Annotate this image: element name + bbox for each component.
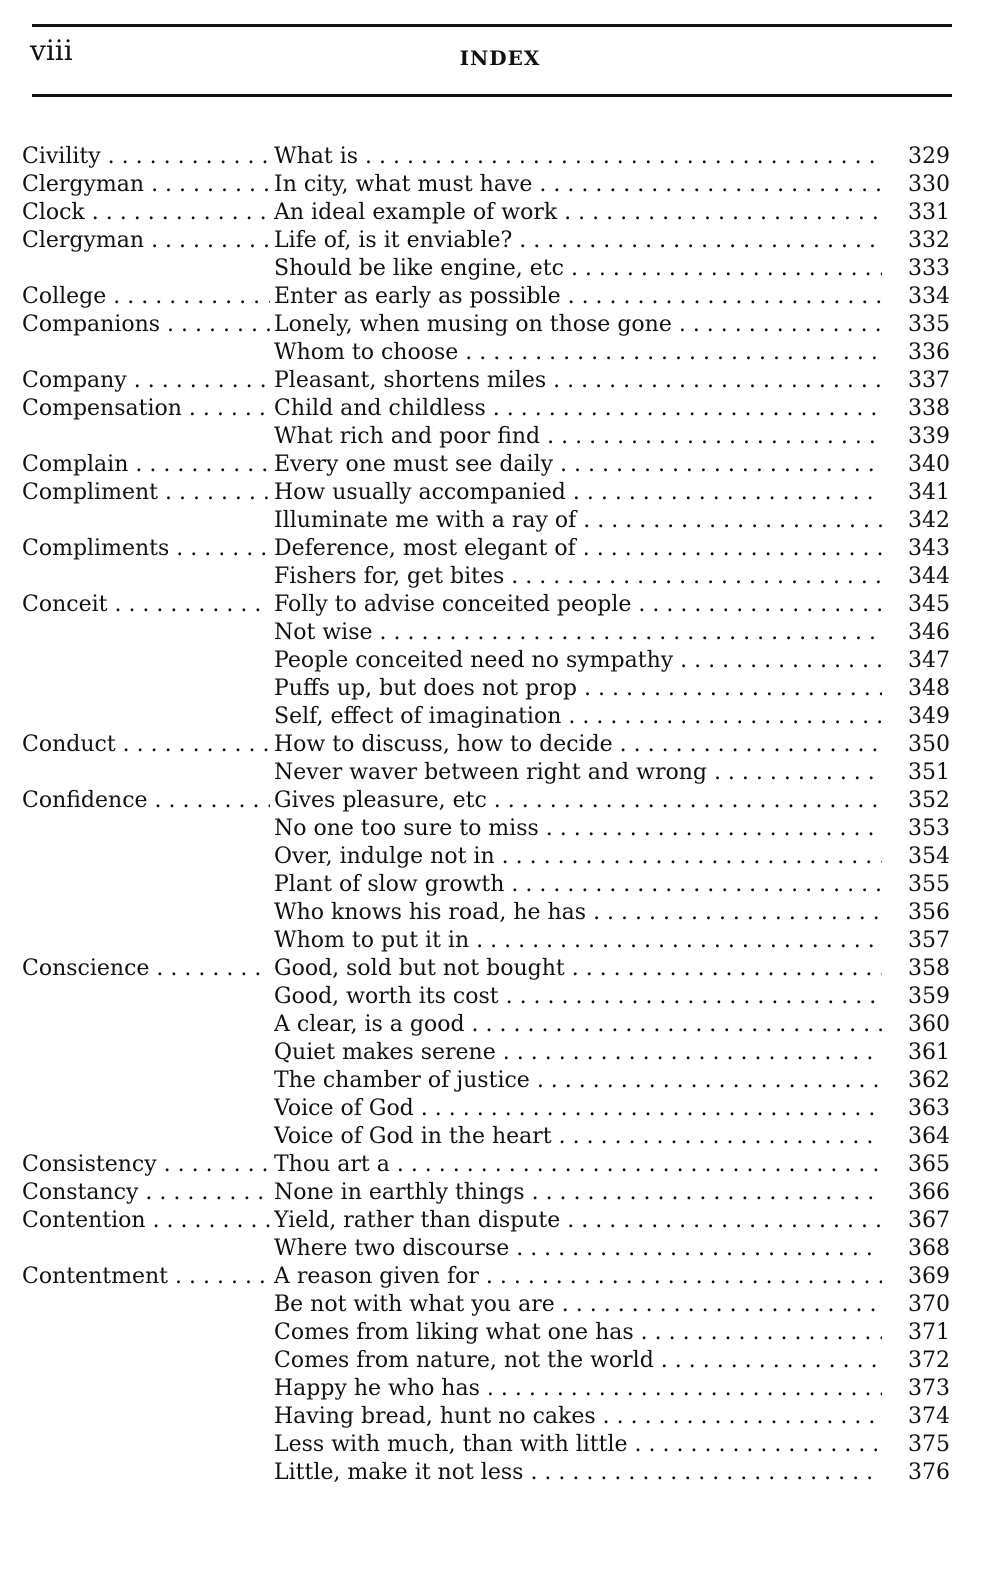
index-description: Whom to put it in . . .	[274, 927, 882, 955]
index-page-number: 346	[908, 620, 950, 645]
index-entry	[22, 899, 950, 927]
index-description: Less with much, than with little . . .	[274, 1431, 882, 1459]
index-description: Folly to advise conceited people . . .	[274, 591, 882, 619]
index-entry	[22, 423, 950, 451]
index-page-number: 365	[908, 1152, 950, 1177]
index-page-number: 370	[908, 1292, 950, 1317]
index-entry	[22, 1319, 950, 1347]
index-term: Conscience . . .	[22, 955, 270, 983]
index-page-number: 358	[908, 956, 950, 981]
index-term: Contention . . .	[22, 1207, 270, 1235]
index-entry	[22, 1375, 950, 1403]
index-entry	[22, 619, 950, 647]
index-page-number: 366	[908, 1180, 950, 1205]
index-page-number: 347	[908, 648, 950, 673]
index-entry	[22, 1011, 950, 1039]
index-description: Voice of God in the heart . . .	[274, 1123, 882, 1151]
index-description: Self, effect of imagination . . .	[274, 703, 882, 731]
index-entry	[22, 815, 950, 843]
index-entry	[22, 703, 950, 731]
index-entry	[22, 395, 950, 423]
index-page-number: 348	[908, 676, 950, 701]
index-page-number: 373	[908, 1376, 950, 1401]
index-term: Conceit . . .	[22, 591, 270, 619]
index-description: Gives pleasure, etc . . .	[274, 787, 882, 815]
index-page-number: 342	[908, 508, 950, 533]
index-entry	[22, 451, 950, 479]
index-entry	[22, 1459, 950, 1487]
index-page-number: 360	[908, 1012, 950, 1037]
index-description: Voice of God . . .	[274, 1095, 882, 1123]
index-description: Plant of slow growth . . .	[274, 871, 882, 899]
index-description: Illuminate me with a ray of . . .	[274, 507, 882, 535]
index-entry	[22, 311, 950, 339]
index-entry	[22, 507, 950, 535]
index-entry	[22, 283, 950, 311]
index-entry	[22, 731, 950, 759]
index-description: Who knows his road, he has . . .	[274, 899, 882, 927]
index-page-number: 364	[908, 1124, 950, 1149]
index-page-number: 374	[908, 1404, 950, 1429]
index-entry	[22, 675, 950, 703]
index-page-number: 345	[908, 592, 950, 617]
index-entry	[22, 199, 950, 227]
index-term: Companions . . .	[22, 311, 270, 339]
index-page-number: 362	[908, 1068, 950, 1093]
index-description: Good, sold but not bought . . .	[274, 955, 882, 983]
index-entry	[22, 983, 950, 1011]
index-description: Every one must see daily . . .	[274, 451, 882, 479]
index-page-number: 354	[908, 844, 950, 869]
index-description: Having bread, hunt no cakes . . .	[274, 1403, 882, 1431]
index-entry	[22, 227, 950, 255]
index-description: In city, what must have . . .	[274, 171, 882, 199]
index-entry	[22, 255, 950, 283]
index-page-number: 357	[908, 928, 950, 953]
index-page-number: 351	[908, 760, 950, 785]
index-description: Deference, most elegant of . . .	[274, 535, 882, 563]
index-page-number: 371	[908, 1320, 950, 1345]
index-entry	[22, 759, 950, 787]
index-description: The chamber of justice . . .	[274, 1067, 882, 1095]
index-description: No one too sure to miss . . .	[274, 815, 882, 843]
index-description: Enter as early as possible . . .	[274, 283, 882, 311]
index-page-number: 336	[908, 340, 950, 365]
index-page-number: 356	[908, 900, 950, 925]
index-page-number: 355	[908, 872, 950, 897]
index-description: Good, worth its cost . . .	[274, 983, 882, 1011]
index-entry	[22, 535, 950, 563]
index-description: Never waver between right and wrong . . .	[274, 759, 882, 787]
index-entry	[22, 143, 950, 171]
index-entry	[22, 367, 950, 395]
index-description: None in earthly things . . .	[274, 1179, 882, 1207]
index-term: Compensation . . .	[22, 395, 270, 423]
index-term: Contentment . . .	[22, 1263, 270, 1291]
index-entry	[22, 1067, 950, 1095]
index-page-number: 337	[908, 368, 950, 393]
index-entry	[22, 955, 950, 983]
index-entry	[22, 563, 950, 591]
index-page-number: 329	[908, 144, 950, 169]
index-entry	[22, 1403, 950, 1431]
index-description: Yield, rather than dispute . . .	[274, 1207, 882, 1235]
index-term: Conduct . . .	[22, 731, 270, 759]
index-entry	[22, 787, 950, 815]
index-description: What rich and poor find . . .	[274, 423, 882, 451]
index-description: Child and childless . . .	[274, 395, 882, 423]
index-description: Puffs up, but does not prop . . .	[274, 675, 882, 703]
index-entry	[22, 927, 950, 955]
index-entry	[22, 871, 950, 899]
index-entry	[22, 1151, 950, 1179]
index-description: Happy he who has . . .	[274, 1375, 882, 1403]
header-rule-top	[32, 24, 952, 27]
index-page-number: 368	[908, 1236, 950, 1261]
index-description: Fishers for, get bites . . .	[274, 563, 882, 591]
index-page-number: 352	[908, 788, 950, 813]
index-page-number: 361	[908, 1040, 950, 1065]
index-page-number: 369	[908, 1264, 950, 1289]
index-term: Clock . . .	[22, 199, 270, 227]
index-description: A clear, is a good . . .	[274, 1011, 882, 1039]
index-description: Little, make it not less . . .	[274, 1459, 882, 1487]
index-description: Pleasant, shortens miles . . .	[274, 367, 882, 395]
index-description: What is . . .	[274, 143, 882, 171]
index-description: Life of, is it enviable? . . .	[274, 227, 882, 255]
index-term: Confidence . . .	[22, 787, 270, 815]
page-number: viii	[30, 34, 73, 67]
index-entry	[22, 171, 950, 199]
header-rule-bottom	[32, 94, 952, 97]
index-page-number: 332	[908, 228, 950, 253]
index-description: How usually accompanied . . .	[274, 479, 882, 507]
index-description: An ideal example of work . . .	[274, 199, 882, 227]
index-entry	[22, 1039, 950, 1067]
index-list	[22, 143, 950, 1487]
index-entry	[22, 1291, 950, 1319]
index-entry	[22, 1347, 950, 1375]
index-description: Comes from liking what one has . . .	[274, 1319, 882, 1347]
index-entry	[22, 843, 950, 871]
index-page-number: 359	[908, 984, 950, 1009]
index-page-number: 375	[908, 1432, 950, 1457]
index-description: Lonely, when musing on those gone . . .	[274, 311, 882, 339]
index-page-number: 331	[908, 200, 950, 225]
index-description: Over, indulge not in . . .	[274, 843, 882, 871]
index-entry	[22, 1431, 950, 1459]
index-page-number: 363	[908, 1096, 950, 1121]
index-page-number: 333	[908, 256, 950, 281]
index-term: Compliments . . .	[22, 535, 270, 563]
index-description: Comes from nature, not the world . . .	[274, 1347, 882, 1375]
index-description: Not wise . . .	[274, 619, 882, 647]
index-entry	[22, 1207, 950, 1235]
index-term: College . . .	[22, 283, 270, 311]
index-entry	[22, 1179, 950, 1207]
index-description: Quiet makes serene . . .	[274, 1039, 882, 1067]
index-term: Constancy . . .	[22, 1179, 270, 1207]
index-description: People conceited need no sympathy . . .	[274, 647, 882, 675]
index-description: Thou art a . . .	[274, 1151, 882, 1179]
index-term: Company . . .	[22, 367, 270, 395]
index-entry	[22, 1263, 950, 1291]
index-page-number: 350	[908, 732, 950, 757]
index-term: Clergyman . . .	[22, 171, 270, 199]
index-description: How to discuss, how to decide . . .	[274, 731, 882, 759]
index-entry	[22, 591, 950, 619]
index-term: Complain . . .	[22, 451, 270, 479]
index-page-number: 335	[908, 312, 950, 337]
index-page-number: 338	[908, 396, 950, 421]
index-page-number: 340	[908, 452, 950, 477]
index-term: Compliment . . .	[22, 479, 270, 507]
index-entry	[22, 1095, 950, 1123]
index-page-number: 344	[908, 564, 950, 589]
index-entry	[22, 1235, 950, 1263]
index-entry	[22, 479, 950, 507]
index-page-number: 349	[908, 704, 950, 729]
index-page-number: 330	[908, 172, 950, 197]
index-page-number: 339	[908, 424, 950, 449]
index-page-number: 334	[908, 284, 950, 309]
index-entry	[22, 647, 950, 675]
index-page-number: 353	[908, 816, 950, 841]
index-page-number: 343	[908, 536, 950, 561]
index-entry	[22, 1123, 950, 1151]
index-entry	[22, 339, 950, 367]
index-description: A reason given for . . .	[274, 1263, 882, 1291]
index-page-number: 367	[908, 1208, 950, 1233]
index-term: Civility . . .	[22, 143, 270, 171]
index-description: Be not with what you are . . .	[274, 1291, 882, 1319]
page-title: INDEX	[459, 46, 541, 70]
index-term: Clergyman . . .	[22, 227, 270, 255]
index-page-number: 341	[908, 480, 950, 505]
index-page-number: 372	[908, 1348, 950, 1373]
index-description: Whom to choose . . .	[274, 339, 882, 367]
index-description: Should be like engine, etc . . .	[274, 255, 882, 283]
index-page-number: 376	[908, 1460, 950, 1485]
index-term: Consistency . . .	[22, 1151, 270, 1179]
index-description: Where two discourse . . .	[274, 1235, 882, 1263]
